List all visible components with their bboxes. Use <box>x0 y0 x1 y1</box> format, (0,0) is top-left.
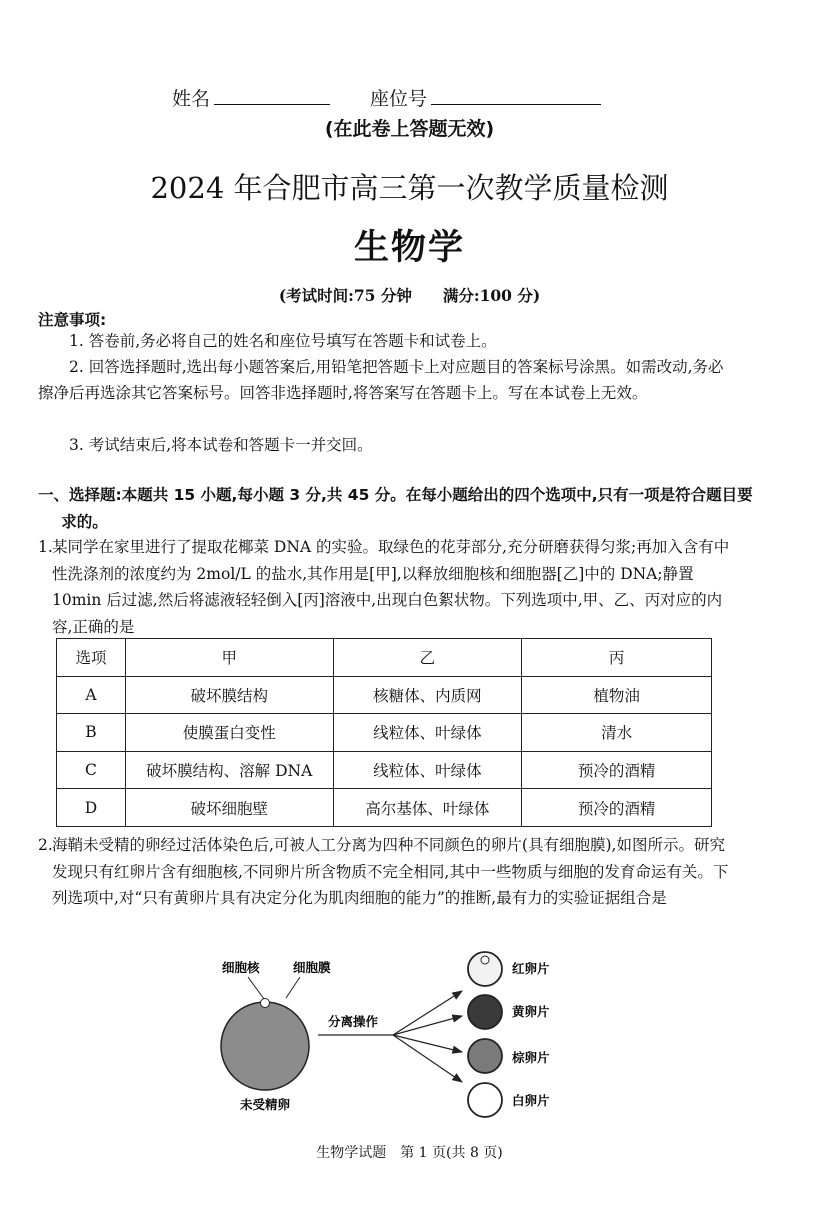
table-cell: 线粒体、叶绿体 <box>333 714 522 752</box>
nucleus-label: 细胞核 <box>222 960 260 975</box>
exam-title: 2024 年合肥市高三第一次教学质量检测 <box>150 171 669 205</box>
membrane-label: 细胞膜 <box>293 960 331 975</box>
seat-label: 座位号 <box>370 88 428 110</box>
table-cell: B <box>57 714 126 752</box>
name-blank <box>214 84 330 105</box>
table-cell: D <box>57 789 126 827</box>
table-cell: 破坏膜结构 <box>125 676 333 714</box>
brown-fragment <box>468 1039 502 1073</box>
table-row <box>57 714 712 752</box>
white-fragment-label: 白卵片 <box>512 1093 550 1108</box>
egg-label: 未受精卵 <box>240 1097 291 1112</box>
page-footer: 生物学试题 第 1 页(共 8 页) <box>316 1145 503 1161</box>
arrow-to-white <box>393 1035 462 1082</box>
invalid-note: (在此卷上答题无效) <box>324 118 495 140</box>
table-header-cell: 乙 <box>333 639 522 677</box>
table-cell: 植物油 <box>522 676 712 714</box>
question-1-text: 某同学在家里进行了提取花椰菜 DNA 的实验。取绿色的花芽部分,充分研磨获得匀浆;再加入含有中性洗涤剂的浓度约为 2mol/L 的盐水,其作用是[甲],以释放细胞核和细胞器[乙]中的 DNA;静置 10min 后过滤,然后将滤液轻轻倒入[丙]溶液中,出现白色絮状物。下列选项中,甲、乙、丙对应的内容,正确的是 <box>52 538 730 636</box>
name-label: 姓名 <box>172 88 211 110</box>
table-cell: A <box>57 676 126 714</box>
notice-item-2: 2. 回答选择题时,选出每小题答案后,用铅笔把答题卡上对应题目的答案标号涂黑。如需改动,务必擦净后再选涂其它答案标号。回答非选择题时,将答案写在答题卡上。写在本试卷上无效。 <box>38 358 724 402</box>
exam-info: (考试时间:75 分钟 满分:100 分) <box>278 286 541 305</box>
table-cell: 破坏细胞壁 <box>125 789 333 827</box>
table-cell: 预冷的酒精 <box>522 751 712 789</box>
notice-heading: 注意事项: <box>38 311 107 329</box>
question-2-text: 海鞘未受精的卵经过活体染色后,可被人工分离为四种不同颜色的卵片(具有细胞膜),如图所示。研究发现只有红卵片含有细胞核,不同卵片所含物质不完全相同,其中一些物质与细胞的发育命运有关。下列选项中,对“只有黄卵片具有决定分化为肌肉细胞的能力”的推断,最有力的实验证据组合是 <box>52 836 729 907</box>
table-cell: 使膜蛋白变性 <box>125 714 333 752</box>
table-header-row <box>57 639 712 677</box>
brown-fragment-label: 棕卵片 <box>512 1050 550 1065</box>
white-fragment <box>468 1083 502 1117</box>
table-cell: 核糖体、内质网 <box>333 676 522 714</box>
unfertilized-egg <box>221 1002 309 1090</box>
seat-blank <box>431 84 601 105</box>
question-2-number: 2. <box>38 836 53 854</box>
notice-item-1: 1. 答卷前,务必将自己的姓名和座位号填写在答题卡和试卷上。 <box>69 332 497 350</box>
table-header-cell: 甲 <box>125 639 333 677</box>
arrow-to-yellow <box>393 1016 462 1035</box>
table-cell: 清水 <box>522 714 712 752</box>
table-cell: 线粒体、叶绿体 <box>333 751 522 789</box>
arrow-to-brown <box>393 1035 462 1052</box>
question-1-options-table <box>56 638 712 827</box>
table-cell: C <box>57 751 126 789</box>
table-row <box>57 676 712 714</box>
red-fragment-nucleus <box>481 956 489 964</box>
table-cell: 破坏膜结构、溶解 DNA <box>125 751 333 789</box>
section1-heading: 一、选择题:本题共 15 小题,每小题 3 分,共 45 分。在每小题给出的四个选项中,只有一项是符合题目要求的。 <box>38 486 753 531</box>
egg-nucleus <box>261 999 270 1008</box>
question-2 <box>38 832 738 912</box>
question-1-number: 1. <box>38 538 53 556</box>
egg-separation-figure <box>200 944 600 1134</box>
candidate-info-line <box>0 84 819 110</box>
question-1 <box>38 534 738 640</box>
table-row <box>57 789 712 827</box>
table-header-cell: 选项 <box>57 639 126 677</box>
yellow-fragment-label: 黄卵片 <box>512 1004 550 1019</box>
table-row <box>57 751 712 789</box>
notice-item-3: 3. 考试结束后,将本试卷和答题卡一并交回。 <box>69 436 373 454</box>
table-cell: 高尔基体、叶绿体 <box>333 789 522 827</box>
yellow-fragment <box>468 995 502 1029</box>
operation-label: 分离操作 <box>328 1014 379 1029</box>
membrane-pointer <box>286 977 300 998</box>
table-header-cell: 丙 <box>522 639 712 677</box>
red-fragment-label: 红卵片 <box>512 961 550 976</box>
table-cell: 预冷的酒精 <box>522 789 712 827</box>
subject-title: 生物学 <box>353 228 465 268</box>
nucleus-pointer <box>248 977 264 999</box>
arrow-to-red <box>393 991 462 1035</box>
